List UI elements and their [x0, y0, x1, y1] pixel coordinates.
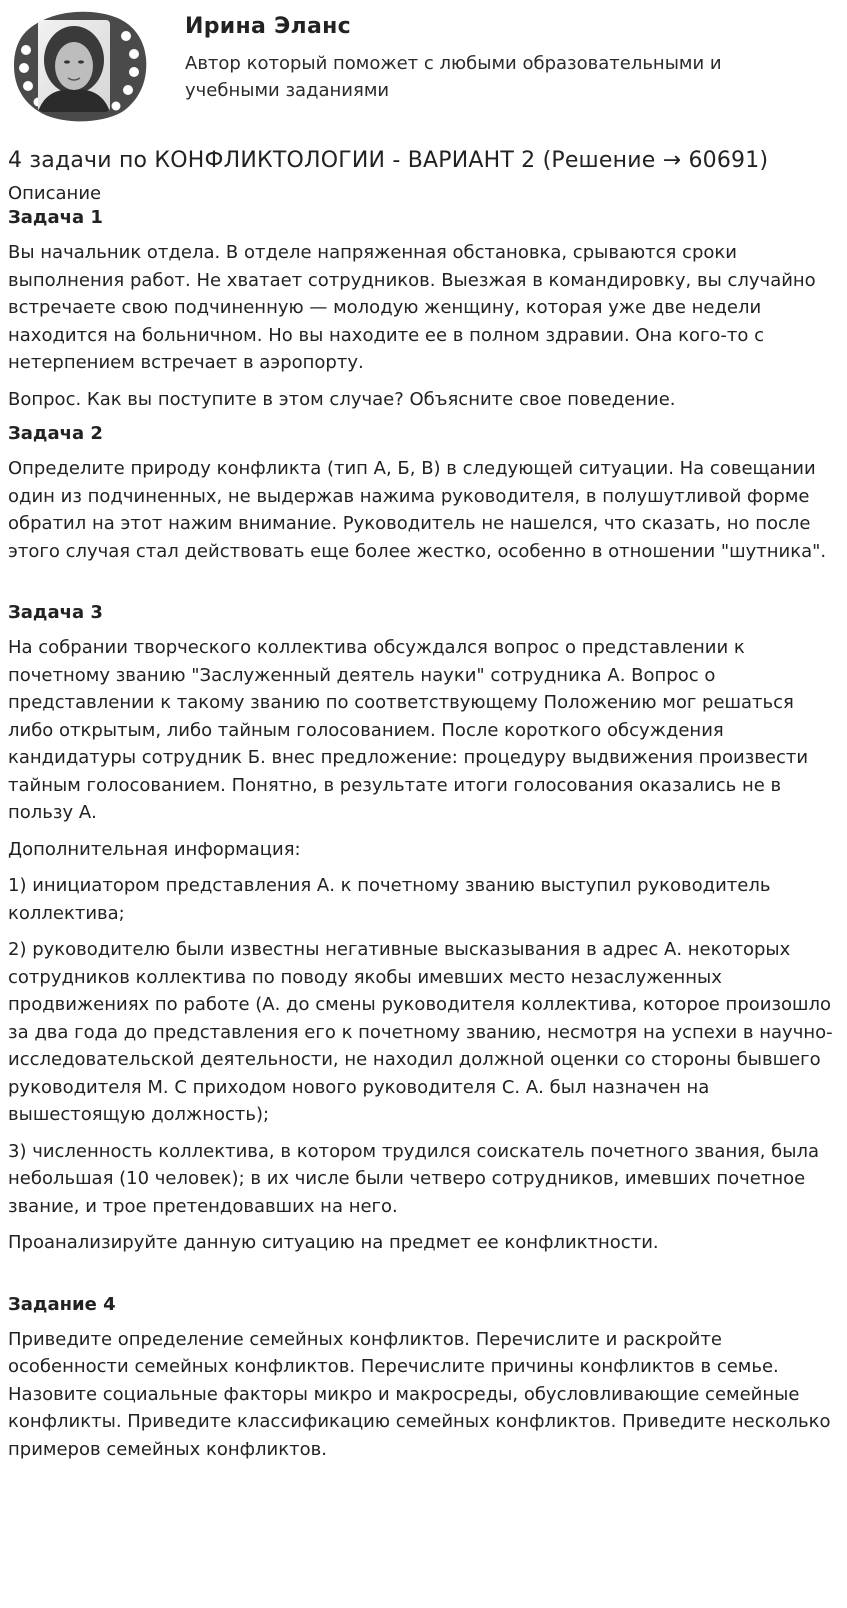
task-question: Вопрос. Как вы поступите в этом случае? Объясните свое поведение.: [8, 388, 676, 410]
spacer: [8, 574, 840, 601]
main-content: [8, 146, 840, 1472]
task-heading: Задание 4: [8, 1293, 116, 1315]
task-heading: Задача 2: [8, 423, 103, 444]
list-item: 1) инициатором представления А. к почетному званию выступил руководитель коллектива;: [8, 875, 771, 924]
task-paragraph: На собрании творческого коллектива обсуждался вопрос о представлении к почетному званию "Заслуженный деятель науки" сотрудника А. Вопрос о представлении к такому званию по соответствующему Положению мог решаться либо открытым, либо тайным голосованием. После короткого обсуждения кандидатуры сотрудник Б. внес предложение: процедуру выдвижения произвести тайным голосованием. Понятно, в результате итоги голосования оказались не в пользу А.: [8, 637, 809, 823]
task-3: [8, 601, 840, 1257]
task-paragraph: Определите природу конфликта (тип А, Б, В) в следующей ситуации. На совещании один из подчиненных, не выдержав нажима руководителя, в полушутливой форме обратил на этот нажим внимание. Руководитель не нашелся, что сказать, но после этого случая стал действовать еще более жестко, особенно в отношении "шутника".: [8, 458, 827, 562]
additional-info-label: Дополнительная информация:: [8, 838, 301, 860]
spacer: [8, 1266, 840, 1293]
task-4: [8, 1293, 840, 1464]
author-name[interactable]: Ирина Эланс: [185, 14, 351, 39]
page-title: 4 задачи по КОНФЛИКТОЛОГИИ - ВАРИАНТ 2 (Решение → 60691): [8, 148, 769, 173]
task-heading: Задача 3: [8, 602, 103, 623]
task-heading: Задача 1: [8, 207, 103, 228]
film-reel-avatar-icon: [8, 8, 150, 124]
list-item: 3) численность коллектива, в котором трудился соискатель почетного звания, была небольшая (10 человек); в их числе были четверо сотрудников, имевших почетное звание, и трое претендовавших на него.: [8, 1140, 820, 1217]
author-card: [8, 8, 838, 128]
description-label: Описание: [8, 183, 102, 204]
list-item: 2) руководителю были известны негативные высказывания в адрес А. некоторых сотрудников коллектива по поводу якобы имевших место незаслуженных продвижениях по работе (А. до смены руководителя коллектива, которое произошло за два года до представления его к почетному званию, несмотря на успехи в научно-исследовательской деятельности, не находил должной оценки со стороны бывшего руководителя М. С приходом нового руководителя С. А. был назначен на вышестоящую должность);: [8, 939, 833, 1125]
task-paragraph: Приведите определение семейных конфликтов. Перечислите и раскройте особенности семейных конфликтов. Перечислите причины конфликтов в семье. Назовите социальные факторы микро и макросреды, обусловливающие семейные конфликты. Приведите классификацию семейных конфликтов. Приведите несколько примеров семейных конфликтов.: [8, 1328, 831, 1460]
task-2: [8, 422, 840, 565]
task-question: Проанализируйте данную ситуацию на предмет ее конфликтности.: [8, 1232, 659, 1253]
author-description: Автор который поможет с любыми образовательными и учебными заданиями: [185, 53, 722, 101]
task-paragraph: Вы начальник отдела. В отделе напряженная обстановка, срываются сроки выполнения работ. Не хватает сотрудников. Выезжая в командировку, вы случайно встречаете свою подчиненную — молодую женщину, которая уже две недели находится на больничном. Но вы находите ее в полном здравии. Она кого-то с нетерпением встречает в аэропорту.: [8, 242, 816, 373]
task-1: [8, 206, 840, 413]
